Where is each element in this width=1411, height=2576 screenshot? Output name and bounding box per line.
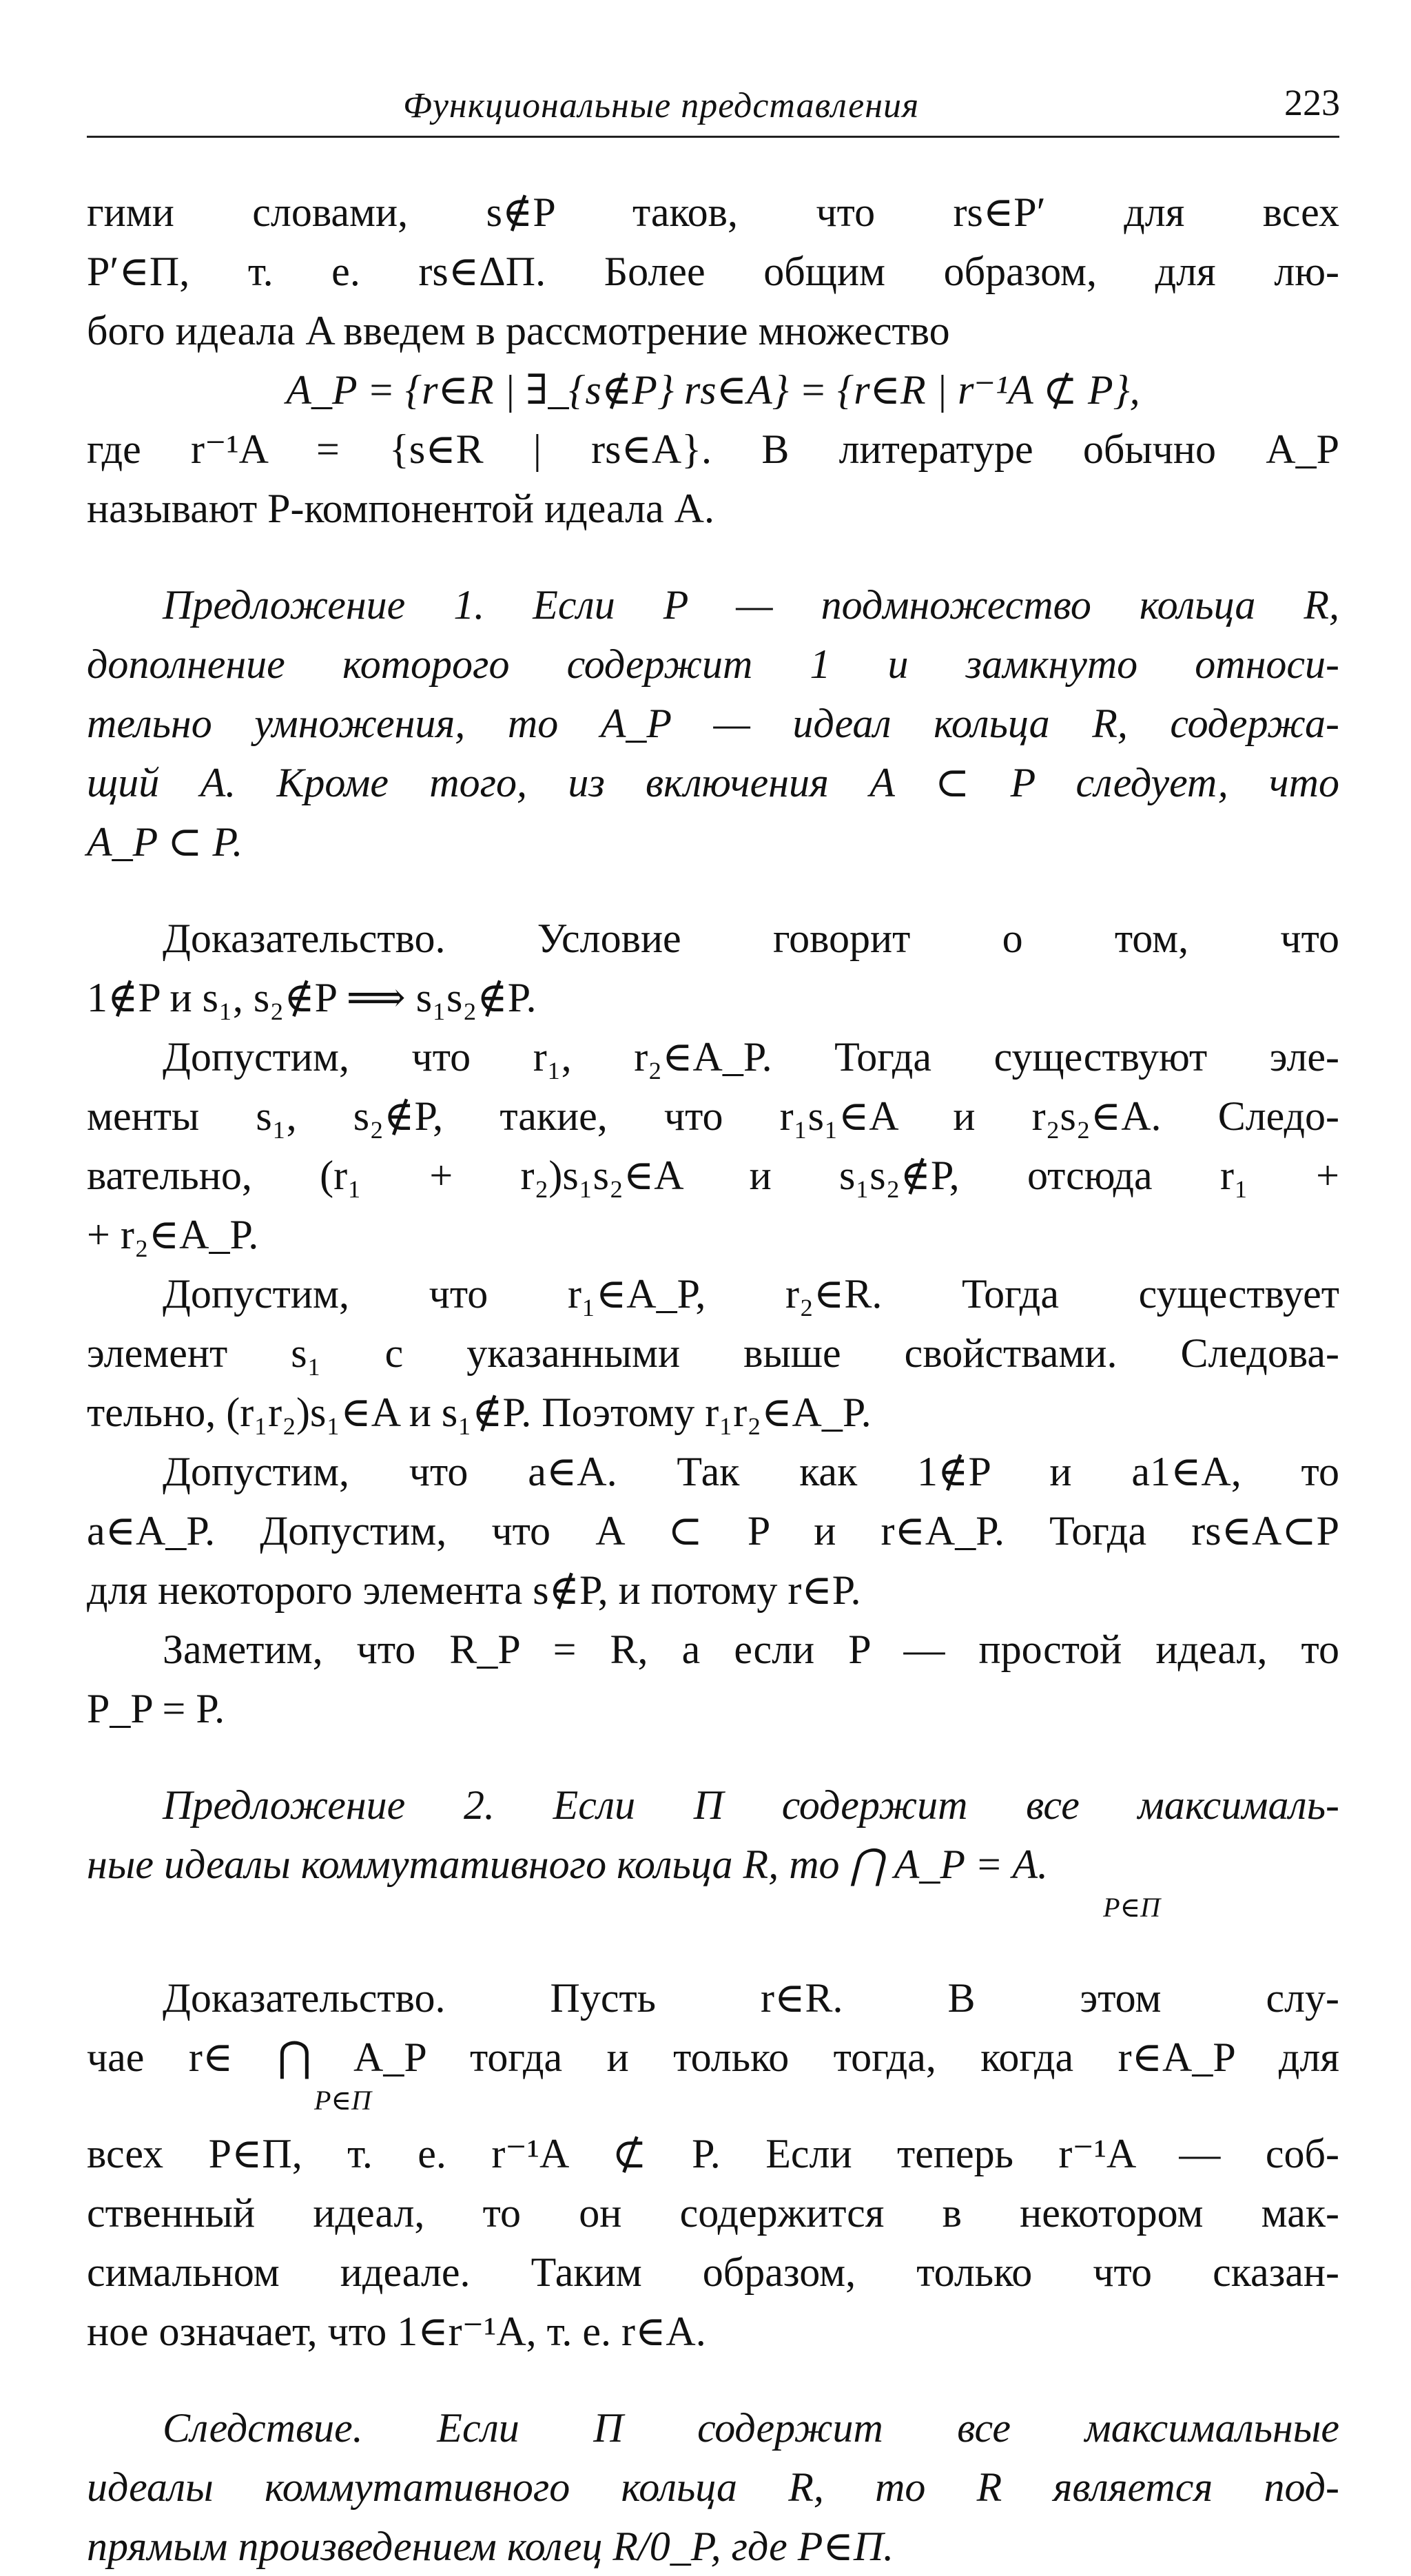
proof-2-line: чае r∈ ⋂ A_P тогда и только тогда, когда r∈A_P для	[87, 2034, 1339, 2080]
header-rule	[87, 136, 1339, 138]
page-number: 223	[1284, 82, 1340, 123]
remark-line: P_P = P.	[87, 1686, 225, 1731]
text-line: гими словами, s∉P таков, что rs∈P′ для всех	[87, 189, 1339, 235]
proposition-1-line: Предложение 1. Если P — подмножество кольца R,	[163, 582, 1339, 628]
remark-line: Заметим, что R_P = R, а если P — простой идеал, то	[163, 1627, 1339, 1672]
text-line: называют P-компонентой идеала A.	[87, 486, 715, 531]
proof-1-line: Доказательство. Условие говорит о том, что	[163, 916, 1339, 961]
proposition-1-line: A_P ⊂ P.	[87, 819, 243, 865]
proposition-1-line: щий A. Кроме того, из включения A ⊂ P следует, что	[87, 760, 1339, 805]
corollary-line: прямым произведением колец R/0_P, где P∈Π.	[87, 2524, 894, 2569]
proposition-2-line: ные идеалы коммутативного кольца R, то ⋂ A_P = A.	[87, 1842, 1049, 1887]
corollary-line: идеалы коммутативного кольца R, то R является под-	[87, 2464, 1339, 2510]
text-line: бого идеала A введем в рассмотрение множество	[87, 308, 950, 353]
proof-1-line: a∈A_P. Допустим, что A ⊂ P и r∈A_P. Тогда rs∈A⊂P	[87, 1508, 1339, 1554]
running-head-title: Функциональные представления	[403, 86, 920, 125]
proof-2-line: Доказательство. Пусть r∈R. В этом слу-	[163, 1975, 1339, 2021]
proof-2-line: ное означает, что 1∈r⁻¹A, т. е. r∈A.	[87, 2309, 706, 2354]
running-head	[169, 77, 1340, 132]
intersection-subscript: P∈Π	[1103, 1892, 1160, 1923]
paragraph-gap	[87, 2361, 1339, 2398]
proof-1-line: Допустим, что r₁, r₂∈A_P. Тогда существуют эле-	[163, 1034, 1339, 1080]
proof-2-line: ственный идеал, то он содержится в некотором мак-	[87, 2190, 1339, 2236]
proof-1-line: Допустим, что r₁∈A_P, r₂∈R. Тогда существует	[163, 1271, 1339, 1317]
text-line: P′∈Π, т. е. rs∈ΔΠ. Более общим образом, для лю-	[87, 249, 1339, 294]
body-text	[87, 183, 1339, 2576]
proposition-2-line: Предложение 2. Если Π содержит все максималь-	[163, 1782, 1339, 1828]
formula-ap-definition: A_P = {r∈R | ∃_{s∉P} rs∈A} = {r∈R | r⁻¹A ⊄ P},	[286, 367, 1140, 413]
proof-2-line: симальном идеале. Таким образом, только что сказан-	[87, 2249, 1339, 2295]
text-line: где r⁻¹A = {s∈R | rs∈A}. В литературе обычно A_P	[87, 426, 1339, 472]
proof-1-line: + r₂∈A_P.	[87, 1212, 259, 1257]
intersection-subscript: P∈Π	[314, 2085, 371, 2116]
proof-2-line: всех P∈Π, т. е. r⁻¹A ⊄ P. Если теперь r⁻¹A — соб-	[87, 2131, 1339, 2176]
proof-1-line: Допустим, что a∈A. Так как 1∉P и a1∈A, то	[163, 1449, 1339, 1494]
proof-1-line: тельно, (r₁r₂)s₁∈A и s₁∉P. Поэтому r₁r₂∈A_P.	[87, 1390, 872, 1435]
proof-1-line: вательно, (r₁ + r₂)s₁s₂∈A и s₁s₂∉P, отсюда r₁ +	[87, 1153, 1339, 1198]
proposition-1-line: дополнение которого содержит 1 и замкнуто относи-	[87, 641, 1339, 687]
paragraph-gap	[87, 872, 1339, 909]
paragraph-gap	[87, 1738, 1339, 1775]
proposition-1-line: тельно умножения, то A_P — идеал кольца R, содержа-	[87, 701, 1339, 746]
paragraph-gap	[87, 538, 1339, 575]
proof-1-line: менты s₁, s₂∉P, такие, что r₁s₁∈A и r₂s₂∈A. Следо-	[87, 1093, 1339, 1139]
paragraph-gap	[87, 1931, 1339, 1968]
proof-1-line: 1∉P и s₁, s₂∉P ⟹ s₁s₂∉P.	[87, 975, 537, 1020]
proof-1-line: элемент s₁ с указанными выше свойствами. Следова-	[87, 1330, 1339, 1376]
corollary-line: Следствие. Если Π содержит все максимальные	[163, 2405, 1339, 2451]
proof-1-line: для некоторого элемента s∉P, и потому r∈P.	[87, 1567, 861, 1613]
